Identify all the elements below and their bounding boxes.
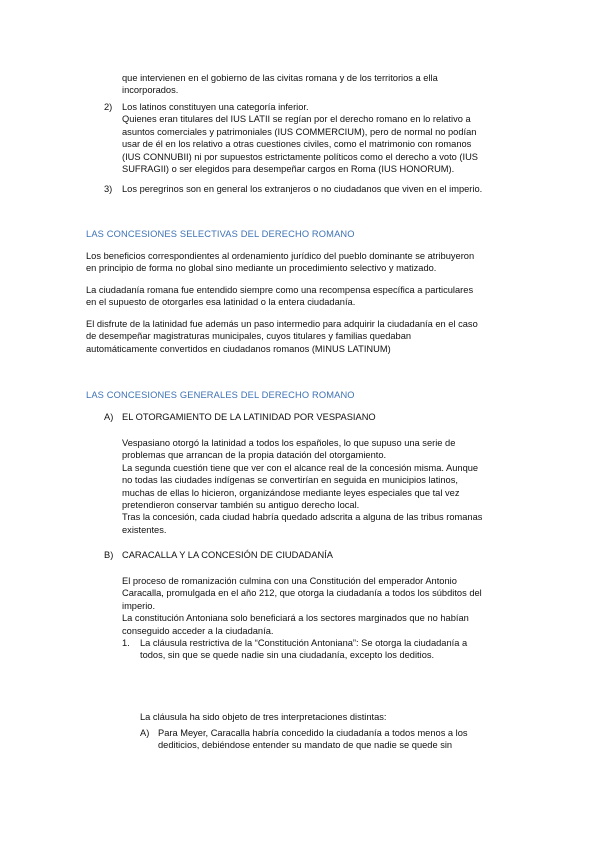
text-line: en el supuesto de otorgarles esa latinidad o la entera ciudadanía. [86,297,356,308]
interpretation-a [140,727,540,752]
text-line: Los peregrinos son en general los extranjeros o no ciudadanos que viven en el imperio. [122,184,483,194]
text-line: Los latinos constituyen una categoría inferior. [122,102,309,112]
list-item-3 [104,183,544,195]
numbered-item-1 [122,637,532,662]
text-line: usar de él en los relativo a otras cuestiones civiles, como el matrimonio con romanos [122,139,472,150]
text-line: conseguido acceder a la ciudadanía. [122,625,274,636]
list-number: 2) [104,102,113,112]
list-letter: B) [104,550,114,560]
text-line: de desempeñar magistraturas municipales, cuyos titulares y familias quedaban [86,331,412,342]
list-item-2 [104,101,524,175]
text-line: SUFRAGII) o ser elegidos para desempeñar cargos en Roma (IUS HONORUM). [122,164,455,175]
text-line: que intervienen en el gobierno de las civitas romana y de los territorios a ella [122,73,438,83]
paragraph [86,250,536,275]
text-line: La ciudadanía romana fue entendido siempre como una recompensa específica a particulares [86,285,474,295]
subsection-b-title [104,549,333,561]
subsection-title: CARACALLA Y LA CONCESIÓN DE CIUDADANÍA [122,550,333,560]
subsection-a-body [122,437,542,536]
text-line: problemas que arrancan de la propia datación del otorgamiento. [122,450,387,461]
text-line: pretendieron conservar también su antiguo derecho local. [122,500,360,511]
list-number: 3) [104,184,113,194]
text-line: muchas de ellas lo hicieron, organizándose mediante leyes especiales que tal vez [122,487,460,498]
text-line: La segunda cuestión tiene que ver con el alcance real de la concesión misma. Aunque [122,462,479,473]
text-line: dediticios, debiéndose entender su mandato de que nadie se quede sin [158,740,453,751]
text-line: Para Meyer, Caracalla habría concedido la ciudadanía a todos menos a los [158,728,468,738]
list-number: 1. [122,638,130,648]
text-line: automáticamente convertidos en ciudadanos romanos (MINUS LATINUM) [86,343,391,354]
text-line: El disfrute de la latinidad fue además un paso intermedio para adquirir la ciudadanía en el caso [86,319,478,329]
text-line: existentes. [122,524,167,535]
paragraph [86,284,536,309]
list-letter: A) [104,412,114,422]
text-line: en principio de forma no global sino mediante un procedimiento selectivo y matizado. [86,263,437,274]
text-line: Quienes eran titulares del IUS LATII se regían por el derecho romano en lo relativo a [122,114,471,125]
list-letter: A) [140,728,150,738]
text-line: todos, sin que se quede nadie sin una ciudadanía, excepto los deditios. [140,650,435,661]
text-line: Vespasiano otorgó la latinidad a todos los españoles, lo que supuso una serie de [122,438,456,448]
text-line: incorporados. [122,85,179,96]
subsection-a-title [104,411,376,423]
text-line: Caracalla, promulgada en el año 212, que otorga la ciudadanía a todos los súbditos del [122,588,482,599]
subsection-b-body [122,575,542,637]
text-line: imperio. [122,600,156,611]
section-heading-generales: LAS CONCESIONES GENERALES DEL DERECHO ROMANO [86,390,355,400]
text-line: La constitución Antoniana solo beneficiará a los sectores marginados que no habían [122,613,469,624]
text-line: La cláusula ha sido objeto de tres interpretaciones distintas: [140,712,387,722]
text-line: asuntos comerciales y patrimoniales (IUS COMMERCIUM), pero de normal no podían [122,126,477,137]
text-line: Los beneficios correspondientes al ordenamiento jurídico del pueblo dominante se atribuyeron [86,251,475,261]
paragraph [140,711,387,723]
text-line: (IUS CONNUBII) ni por supuestos estrictamente políticos como el derecho a voto (IUS [122,151,479,162]
text-line: El proceso de romanización culmina con una Constitución del emperador Antonio [122,576,457,586]
section-heading-selectivas: LAS CONCESIONES SELECTIVAS DEL DERECHO ROMANO [86,229,355,239]
paragraph [86,318,546,355]
item1-continuation [122,72,438,97]
text-line: Tras la concesión, cada ciudad habría quedado adscrita a alguna de las tribus romanas [122,512,483,523]
text-line: La cláusula restrictiva de la “Constitución Antoniana”: Se otorga la ciudadanía a [140,638,468,648]
subsection-title: EL OTORGAMIENTO DE LA LATINIDAD POR VESPASIANO [122,412,376,422]
text-line: no todas las ciudades indígenas se convertirían en seguida en municipios latinos, [122,475,458,486]
